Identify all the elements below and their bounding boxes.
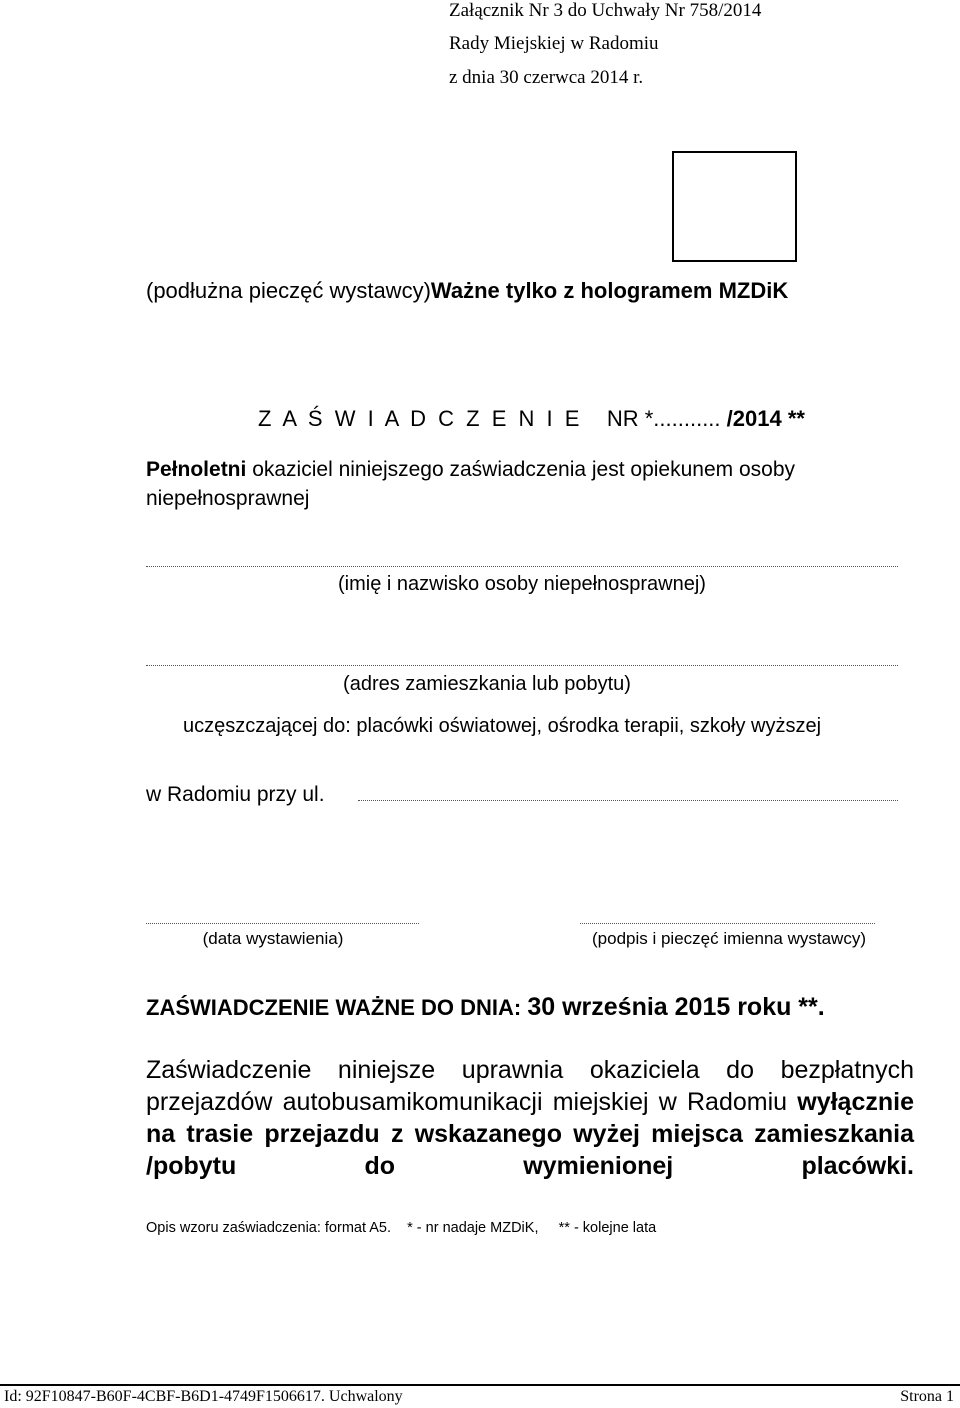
hologram-box bbox=[672, 151, 797, 262]
date-dotted-line bbox=[146, 923, 419, 924]
header-attachment-line: Załącznik Nr 3 do Uchwały Nr 758/2014 bbox=[449, 0, 762, 21]
stamp-row bbox=[146, 277, 788, 305]
date-caption: (data wystawienia) bbox=[202, 929, 344, 948]
footer-page-number: Strona 1 bbox=[900, 1388, 954, 1405]
hologram-note: Ważne tylko z hologramem MZDiK bbox=[430, 278, 789, 303]
star1-note: * - nr nadaje MZDiK, bbox=[407, 1220, 539, 1236]
entitlement-paragraph bbox=[146, 1054, 914, 1182]
validity-line bbox=[146, 992, 825, 1023]
title-number: NR *........... bbox=[606, 406, 721, 431]
signature-caption: (podpis i pieczęć imienna wystawcy) bbox=[592, 929, 866, 948]
entitlement-text: Zaświadczenie niniejsze uprawnia okaziciela do bezpłatnych przejazdów autobusamikomunikacji miejskiej w Radomiu bbox=[146, 1056, 914, 1116]
street-label: w Radomiu przy ul. bbox=[146, 783, 325, 806]
format-note: Opis wzoru zaświadczenia: format A5. bbox=[146, 1220, 391, 1236]
signature-dotted-line bbox=[580, 923, 875, 924]
street-dotted-line bbox=[358, 800, 898, 801]
issuer-stamp-note: (podłużna pieczęć wystawcy) bbox=[146, 278, 431, 303]
entitlement-bold: wyłącznie na trasie przejazdu z wskazanego wyżej miejsca zamieszkania /pobytu do wymienionej placówki. bbox=[146, 1088, 914, 1180]
name-dotted-line bbox=[146, 566, 898, 567]
header-date-line: z dnia 30 czerwca 2014 r. bbox=[449, 67, 644, 88]
intro-paragraph bbox=[146, 455, 916, 513]
format-notes bbox=[146, 1219, 656, 1237]
document-title bbox=[258, 405, 805, 433]
validity-label: ZAŚWIADCZENIE WAŻNE DO DNIA: bbox=[146, 995, 522, 1020]
title-year: /2014 ** bbox=[726, 406, 805, 431]
address-dotted-line bbox=[146, 665, 898, 666]
address-caption: (adres zamieszkania lub pobytu) bbox=[343, 673, 631, 695]
validity-date: 30 września 2015 roku **. bbox=[527, 993, 825, 1021]
footer-id: Id: 92F10847-B60F-4CBF-B6D1-4749F1506617. Uchwalony bbox=[4, 1388, 403, 1405]
footer-rule bbox=[0, 1384, 960, 1386]
title-word: Z A Ś W I A D C Z E N I E bbox=[258, 406, 583, 431]
star2-note: ** - kolejne lata bbox=[558, 1220, 657, 1236]
header-council-line: Rady Miejskiej w Radomiu bbox=[449, 33, 659, 54]
attending-line: uczęszczającej do: placówki oświatowej, ośrodka terapii, szkoły wyższej bbox=[183, 715, 822, 737]
intro-bold: Pełnoletni bbox=[146, 458, 247, 481]
intro-text: okaziciel niniejszego zaświadczenia jest opiekunem osoby niepełnosprawnej bbox=[146, 458, 796, 510]
name-caption: (imię i nazwisko osoby niepełnosprawnej) bbox=[338, 573, 706, 595]
